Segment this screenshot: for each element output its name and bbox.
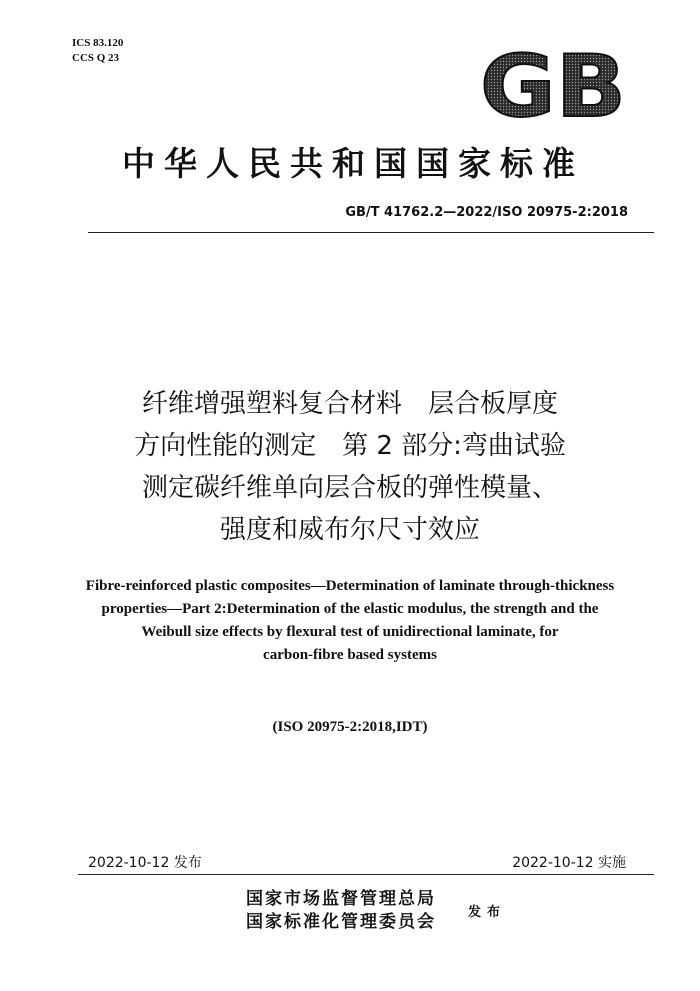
publish-date: 2022-10-12 发布 [88,855,202,871]
issuing-authorities [246,888,436,934]
english-title-line: Fibre-reinforced plastic composites—Determination of laminate through-thickness [85,578,615,594]
chinese-title-line: 纤维增强塑料复合材料 层合板厚度 [141,389,558,419]
issue-label: 发布 [468,905,507,920]
header-divider [88,232,654,233]
identical-adoption-note: (ISO 20975-2:2018,IDT) [272,719,428,735]
gb-logo-text: GB [480,42,626,122]
english-title-line: Weibull size effects by flexural test of unidirectional laminate, for [141,624,559,640]
gb-logo [478,42,628,122]
classification-codes [72,36,123,66]
main-title: 中华人民共和国国家标准 [122,144,584,183]
english-title-line: carbon-fibre based systems [263,647,437,663]
implement-date: 2022-10-12 实施 [512,855,626,871]
standard-number: GB/T 41762.2—2022/ISO 20975-2:2018 [345,205,628,220]
issuer-samr: 国家市场监督管理总局 [246,889,436,909]
chinese-title-line: 测定碳纤维单向层合板的弹性模量、 [141,473,558,503]
footer-divider [78,874,654,875]
chinese-title-line: 方向性能的测定 第 2 部分:弯曲试验 [134,431,566,461]
english-title [60,575,640,667]
chinese-title-line: 强度和威布尔尺寸效应 [219,515,480,545]
english-title-line: properties—Part 2:Determination of the elastic modulus, the strength and the [101,601,599,617]
chinese-title [0,383,700,551]
issuer-sac: 国家标准化管理委员会 [246,912,436,932]
ccs-code: CCS Q 23 [72,52,120,64]
ics-code: ICS 83.120 [72,37,124,49]
